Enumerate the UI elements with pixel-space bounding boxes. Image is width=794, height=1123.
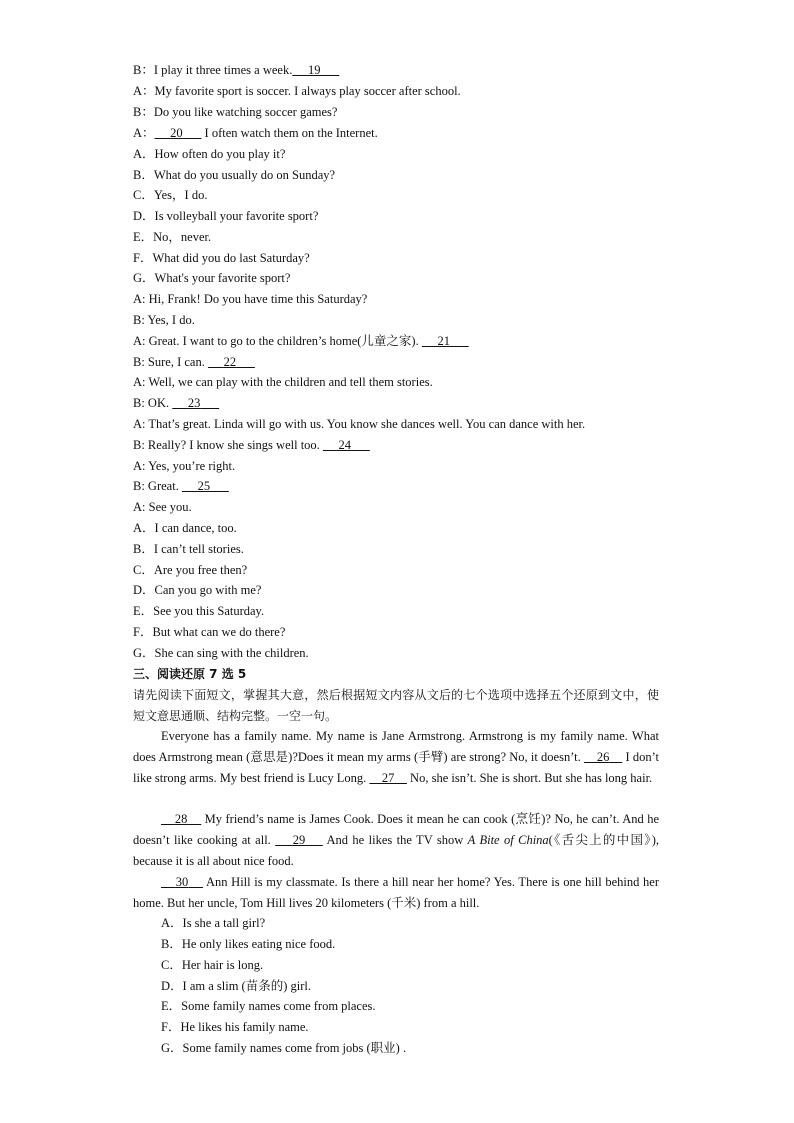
- dialogue-text: I often watch them on the Internet.: [201, 126, 378, 140]
- option-item: E．Some family names come from places.: [161, 999, 376, 1013]
- dialogue-line: A：My favorite sport is soccer. I always play soccer after school.: [133, 84, 461, 98]
- dialogue-line: B: Yes, I do.: [133, 313, 195, 327]
- speaker-label: A：: [133, 126, 155, 140]
- option-item: E．See you this Saturday.: [133, 604, 265, 618]
- answer-blank: 24: [338, 438, 352, 452]
- dialogue-line: B：Do you like watching soccer games?: [133, 105, 338, 119]
- answer-blank: 30: [175, 875, 189, 889]
- option-item: F．What did you do last Saturday?: [133, 250, 310, 265]
- dialogue-text: B: Sure, I can.: [133, 355, 208, 369]
- tv-show-title: A Bite of China: [467, 832, 549, 847]
- section-heading: 三、阅读还原 7 选 5: [133, 667, 247, 681]
- dialogue-line: A: That’s great. Linda will go with us. You know she dances well. You can dance with her.: [133, 417, 586, 431]
- answer-blank: 20: [170, 126, 183, 140]
- answer-blank: 26: [596, 749, 610, 764]
- option-item: B．What do you usually do on Sunday?: [133, 167, 336, 182]
- option-item: A．I can dance, too.: [133, 521, 237, 535]
- dialogue-text: B: OK.: [133, 396, 173, 410]
- answer-blank: 22: [223, 355, 237, 369]
- option-item: E．No，never.: [133, 230, 212, 244]
- option-item: C．Are you free then?: [133, 563, 248, 577]
- dialogue-line: [133, 123, 663, 144]
- answer-blank: 19: [307, 63, 321, 77]
- dialogue-line: A: Yes, you’re right.: [133, 459, 236, 473]
- answer-blank: 25: [197, 479, 211, 493]
- option-item: G．What's your favorite sport?: [133, 271, 291, 285]
- option-item: D．I am a slim (苗条的) girl.: [161, 979, 311, 993]
- passage-paragraph: 30 Ann Hill is my classmate. Is there a hill near her home? Yes. There is one hill behind her home. But her uncle, Tom Hill lives 20 kilometers (千米) from a hill.: [133, 875, 660, 910]
- dialogue-line: [133, 331, 663, 352]
- option-item: D．Can you go with me?: [133, 583, 262, 597]
- dialogue-line: [133, 435, 663, 456]
- section-instruction: 请先阅读下面短文，掌握其大意，然后根据短文内容从文后的七个选项中选择五个还原到文中，使短文意思通顺、结构完整。一空一句。: [133, 688, 659, 723]
- option-item: F．He likes his family name.: [161, 1020, 309, 1034]
- option-item: D．Is volleyball your favorite sport?: [133, 209, 319, 223]
- passage-paragraph: Everyone has a family name. My name is Jane Armstrong. Armstrong is my family name. What does Armstrong mean (意思是)?Does it mean my arms (手臂) are strong? No, it doesn’t. 26 I don’t like strong arms. My best friend is Lucy Long. 27 No, she isn’t. She is short. But she has long hair.: [133, 729, 660, 785]
- option-item: A．Is she a tall girl?: [161, 916, 266, 930]
- dialogue-line: [133, 476, 663, 497]
- option-item: B．He only likes eating nice food.: [161, 937, 336, 951]
- answer-blank: 21: [437, 334, 450, 348]
- dialogue-text: B：I play it three times a week.: [133, 63, 293, 77]
- answer-blank: 28: [174, 812, 188, 826]
- dialogue-line: A: Hi, Frank! Do you have time this Saturday?: [133, 292, 368, 306]
- dialogue-text: A: Great. I want to go to the children’s home(儿童之家).: [133, 334, 422, 348]
- answer-blank: 23: [187, 396, 201, 410]
- option-item: C．Her hair is long.: [161, 958, 264, 972]
- option-item: B．I can’t tell stories.: [133, 542, 244, 556]
- dialogue-text: B: Great.: [133, 479, 182, 493]
- answer-blank: 27: [381, 770, 395, 785]
- option-item: G．Some family names come from jobs (职业) .: [161, 1041, 407, 1055]
- dialogue-line: [133, 60, 663, 81]
- passage-paragraph: 28 My friend’s name is James Cook. Does it mean he can cook (烹饪)? No, he can’t. And he doesn’t like cooking at all. 29 And he likes the TV show A Bite of China(《舌尖上的中国》), because it is all about nice food.: [133, 812, 660, 868]
- dialogue-line: A: Well, we can play with the children and tell them stories.: [133, 375, 433, 389]
- answer-blank: 29: [292, 832, 306, 847]
- dialogue-line: [133, 352, 663, 373]
- option-item: C．Yes，I do.: [133, 188, 208, 202]
- option-item: A．How often do you play it?: [133, 147, 286, 161]
- dialogue-line: [133, 393, 663, 414]
- option-item: G．She can sing with the children.: [133, 646, 309, 660]
- option-item: F．But what can we do there?: [133, 625, 286, 639]
- dialogue-line: A: See you.: [133, 500, 192, 514]
- dialogue-text: B: Really? I know she sings well too.: [133, 438, 323, 452]
